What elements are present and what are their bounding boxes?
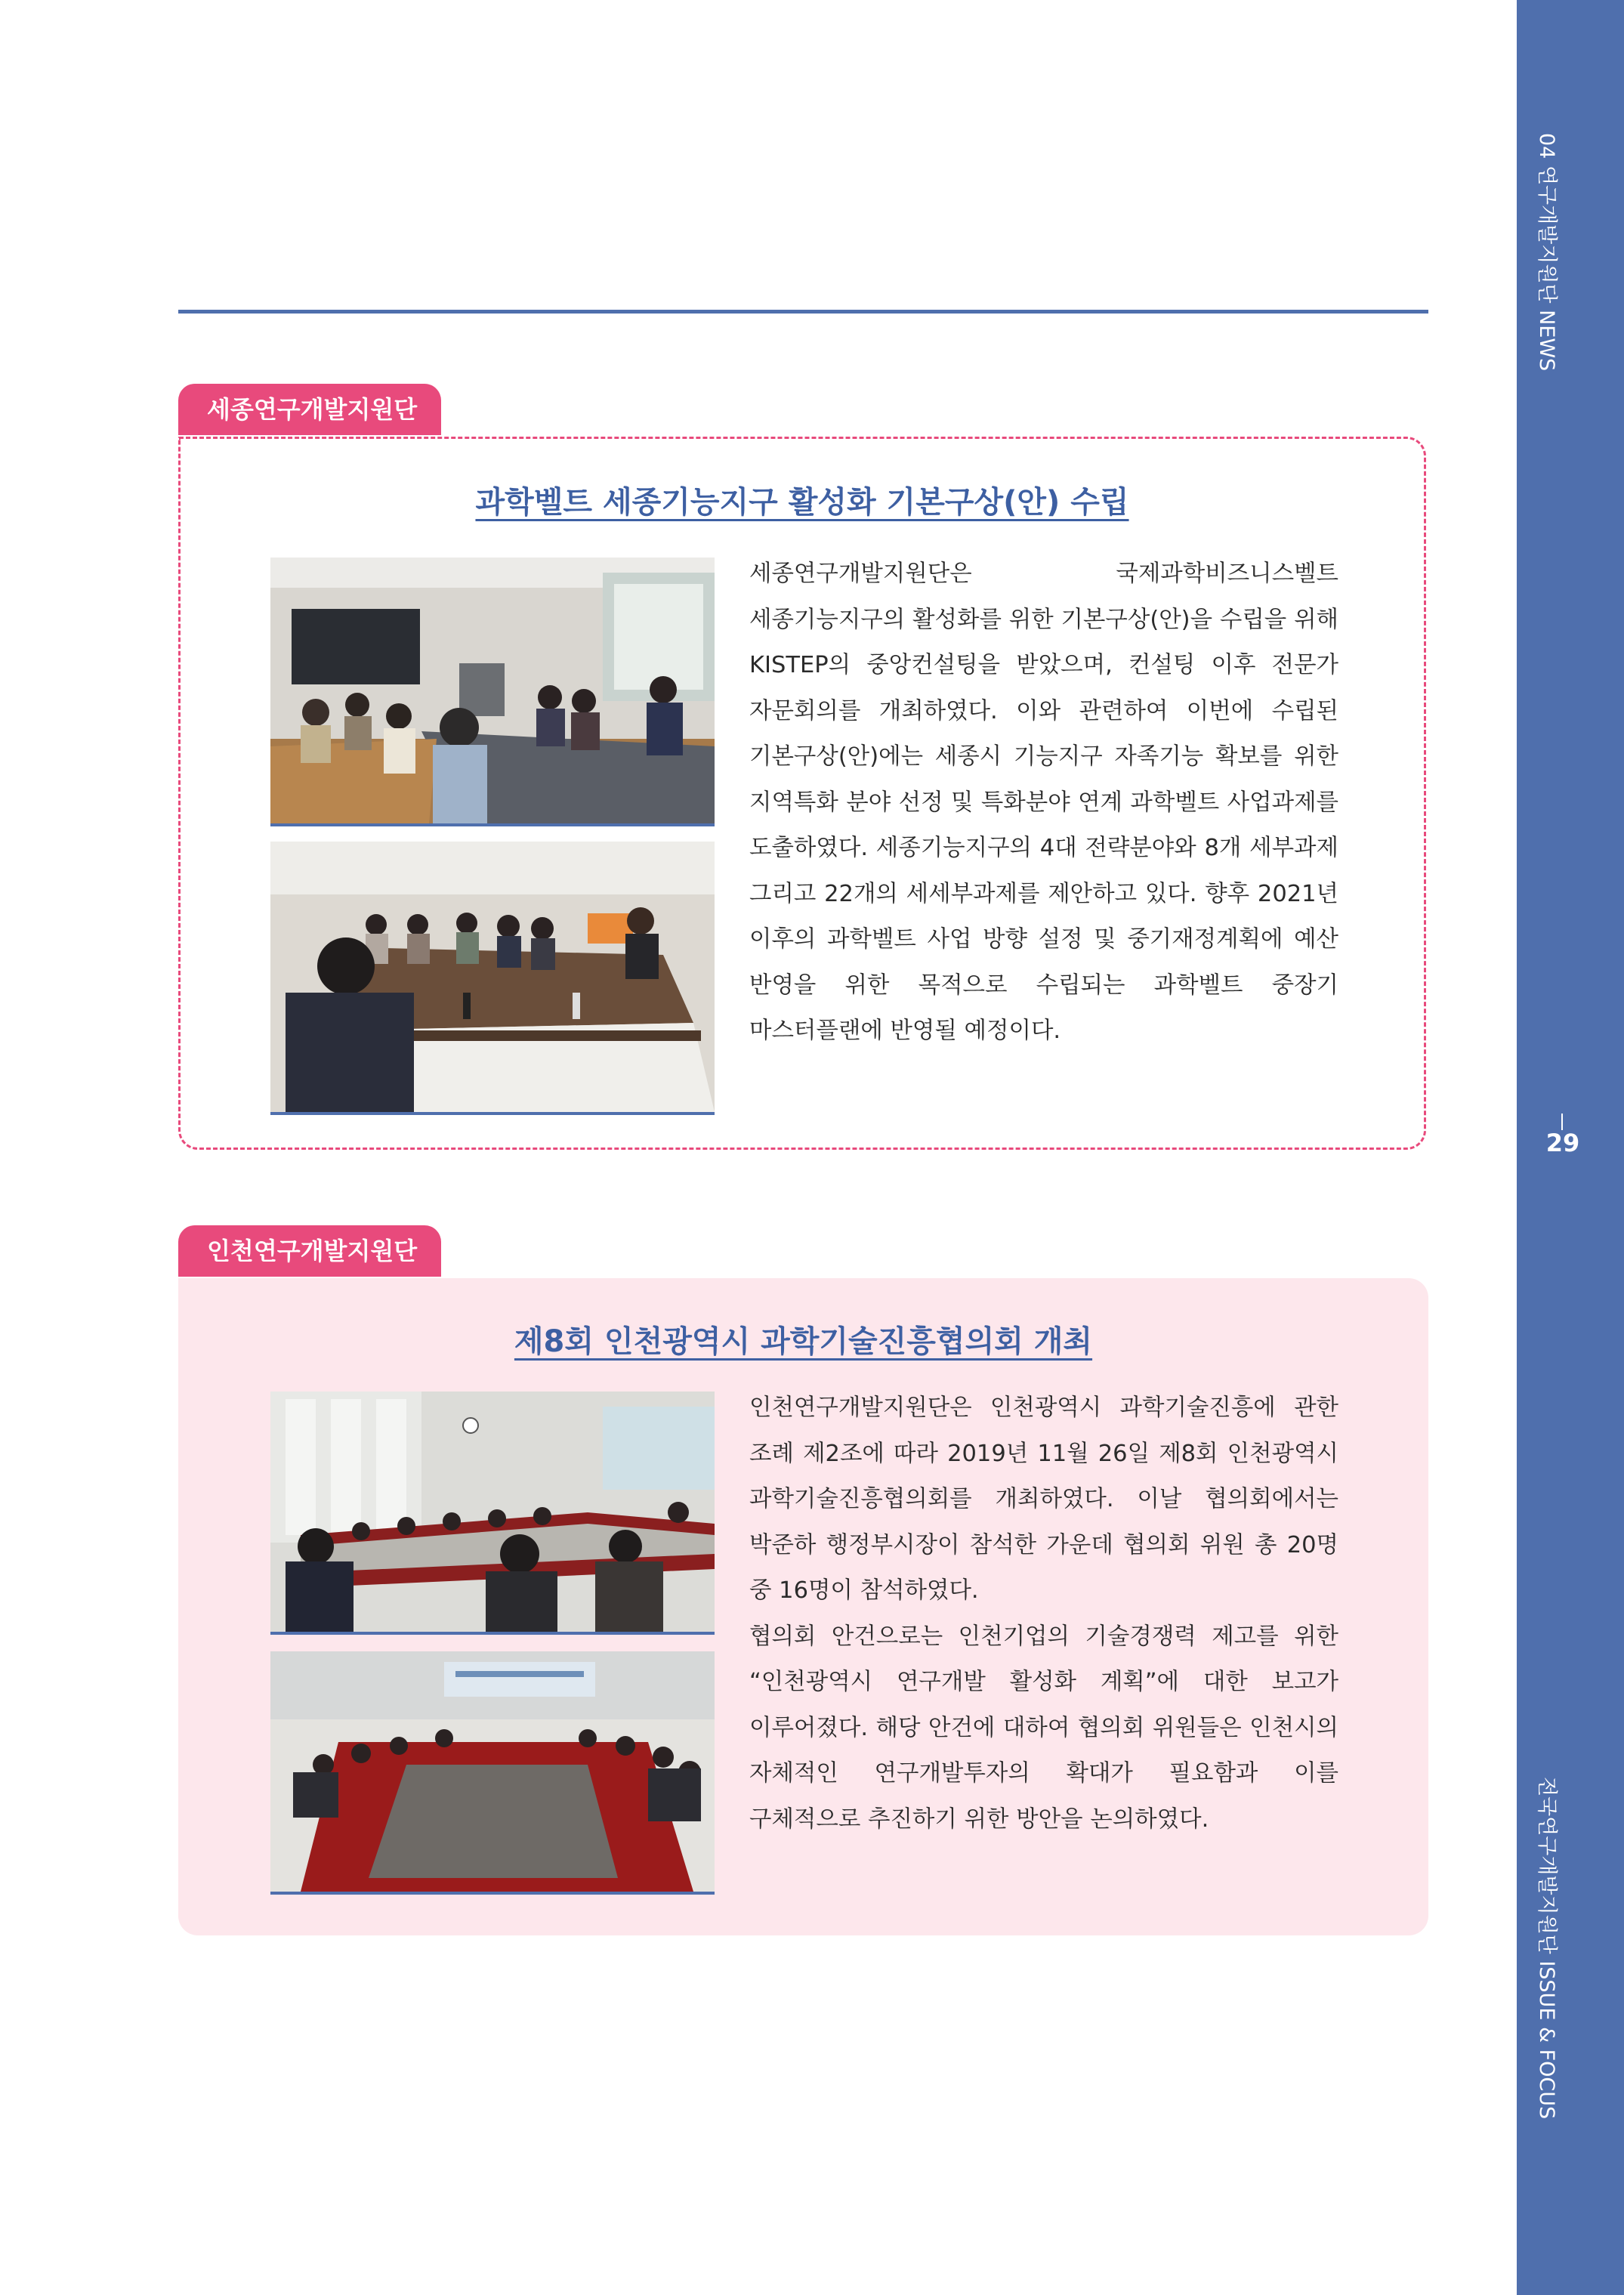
sidebar-section-title: 04 연구개발지원단 NEWS [1535, 133, 1558, 372]
article-body-incheon [749, 1385, 1338, 1842]
paragraph: 세종연구개발지원단은 국제과학비즈니스벨트 세종기능지구의 활성화를 위한 기본구상(안)을 수립을 위해 KISTEP의 중앙컨설팅을 받았으며, 컨설팅 이후 전문가 자문회의를 개최하였다. 이와 관련하여 이번에 수립된 기본구상(안)에는 세종시 기능지구 자족기능 확보를 위한 지역특화 분야 선정 및 특화분야 연계 과학벨트 사업과제를 도출하였다. 세종기능지구의 4대 전략분야와 8개 세부과제 그리고 22개의 세세부과제를 제안하고 있다. 향후 2021년 이후의 과학벨트 사업 방향 설정 및 중기재정계획에 예산 반영을 위한 목적으로 수립되는 과학벨트 중장기 마스터플랜에 반영될 예정이다. [749, 561, 1338, 1044]
photo-incheon-meeting-2 [270, 1651, 715, 1895]
photo-sejong-meeting-2 [270, 842, 715, 1115]
section-tab-incheon: 인천연구개발지원단 [178, 1225, 441, 1277]
sidebar-publication-title: 전국연구개발지원단 ISSUE & FOCUS [1535, 1777, 1558, 2120]
top-divider [178, 310, 1428, 314]
section-tab-sejong: 세종연구개발지원단 [178, 384, 441, 435]
page-number-divider [1561, 1114, 1563, 1130]
paragraph: 협의회 안건으로는 인천기업의 기술경쟁력 제고를 위한 “인천광역시 연구개발 활성화 계획”에 대한 보고가 이루어졌다. 해당 안건에 대하여 협의회 위원들은 인천시의 자체적인 연구개발투자의 확대가 필요함과 이를 구체적으로 추진하기 위한 방안을 논의하였다. [749, 1623, 1338, 1833]
article-title-incheon: 제8회 인천광역시 과학기술진흥협의회 개최 [514, 1324, 1093, 1359]
article-title-sejong: 과학벨트 세종기능지구 활성화 기본구상(안) 수립 [475, 485, 1129, 520]
paragraph: 인천연구개발지원단은 인천광역시 과학기술진흥에 관한 조례 제2조에 따라 2019년 11월 26일 제8회 인천광역시 과학기술진흥협의회를 개최하였다. 이날 협의회에서는 박준하 행정부시장이 참석한 가운데 협의회 위원 총 20명 중 16명이 참석하였다. [749, 1395, 1338, 1604]
page-number: 29 [1545, 1129, 1580, 1157]
article-body-sejong [749, 551, 1338, 1055]
photo-incheon-meeting-1 [270, 1392, 715, 1635]
photo-sejong-meeting-1 [270, 558, 715, 826]
